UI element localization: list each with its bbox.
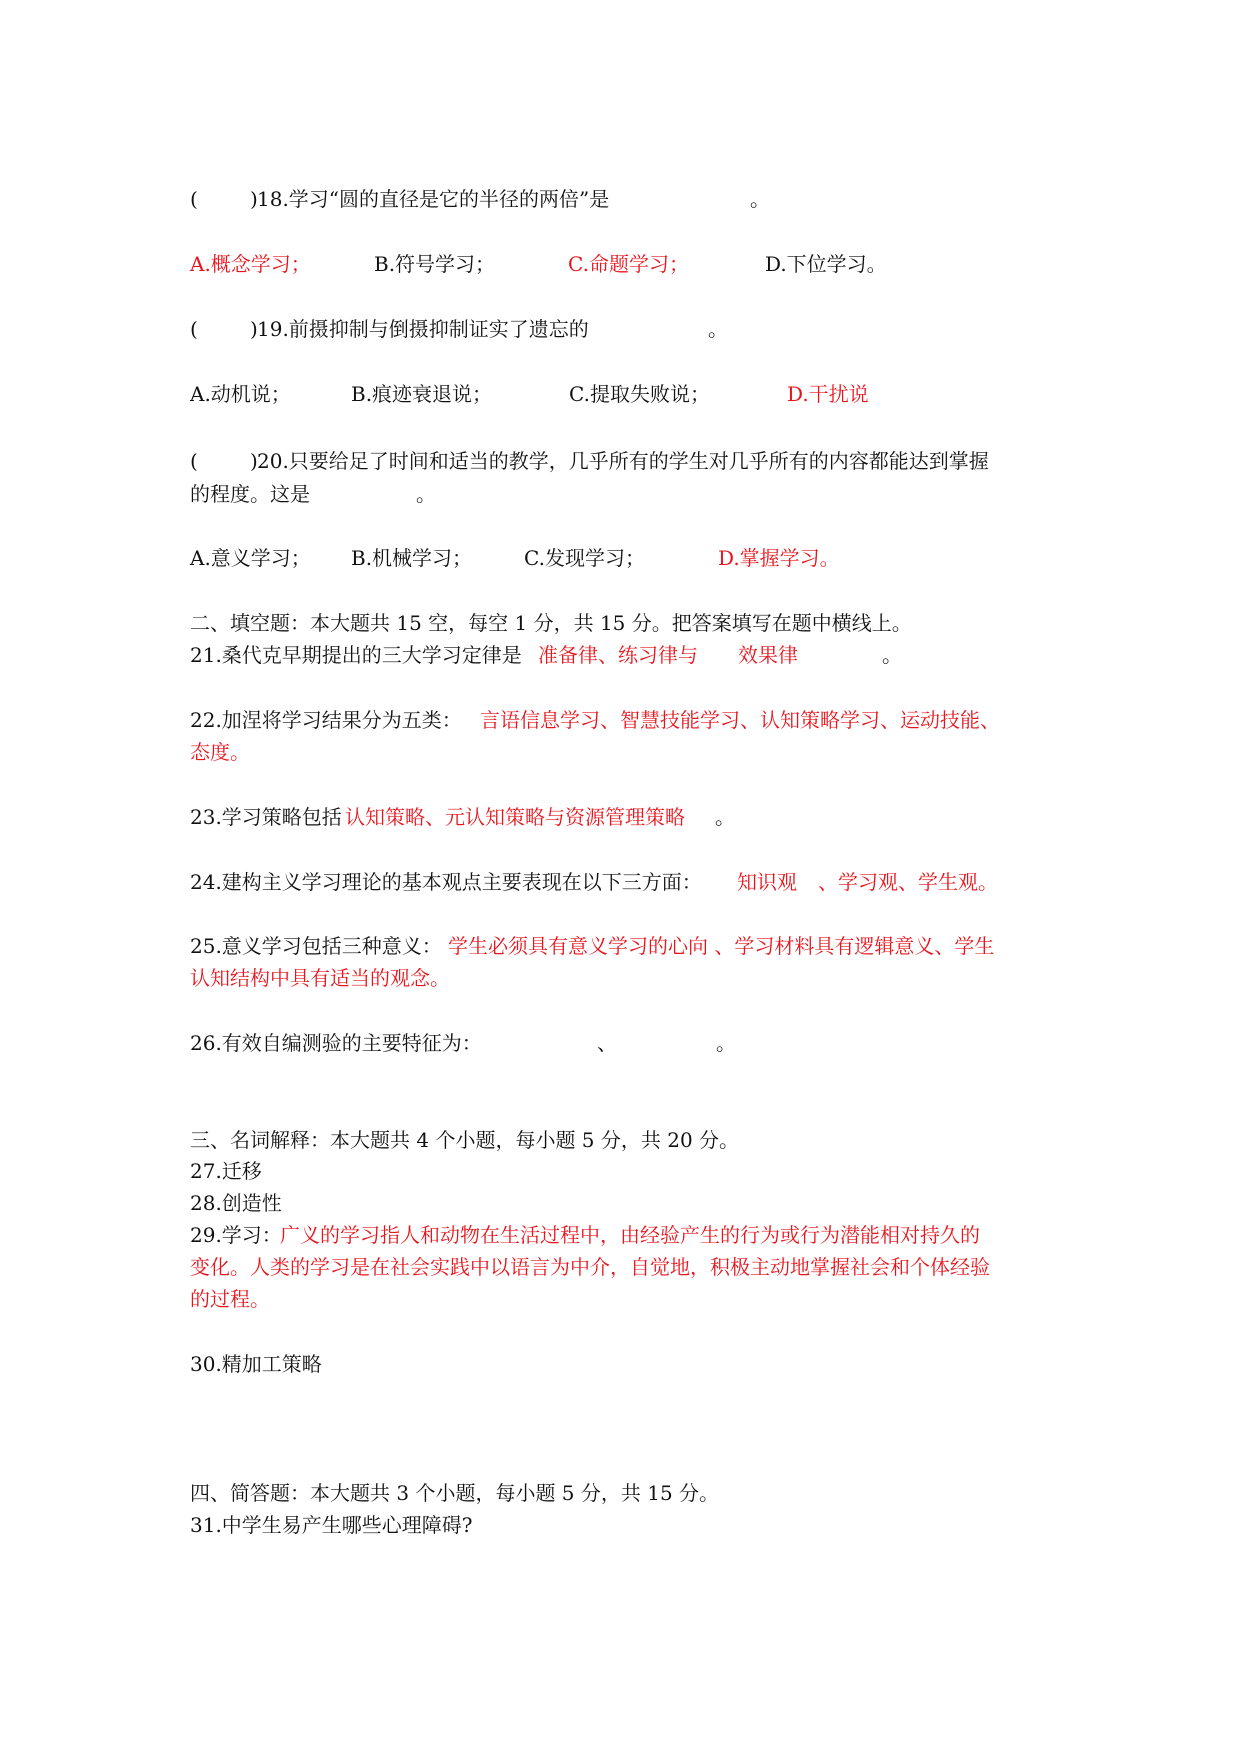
- answer-text: 言语信息学习、智慧技能学习、认知策略学习、运动技能、: [480, 708, 1000, 732]
- answer-text: 、学习观、学生观。: [818, 870, 998, 894]
- question-27: 27.迁移: [190, 1159, 262, 1183]
- option-d: D.下位学习。: [765, 252, 887, 276]
- answer-paren-open: (: [190, 317, 198, 341]
- answer-paren-open: (: [190, 187, 198, 211]
- question-end: 。: [882, 643, 902, 667]
- answer-paren-close: ): [250, 317, 258, 341]
- question-31: 31.中学生易产生哪些心理障碍?: [190, 1513, 473, 1537]
- question-end: 。: [715, 805, 735, 829]
- question-end: 。: [716, 1031, 736, 1055]
- section-2-heading: 二、填空题：本大题共 15 空，每空 1 分，共 15 分。把答案填写在题中横线上。: [190, 611, 912, 635]
- option-c: C.发现学习；: [524, 546, 645, 570]
- option-b: B.痕迹衰退说；: [351, 382, 493, 406]
- question-stem: 25.意义学习包括三种意义：: [190, 934, 442, 958]
- option-b: B.符号学习；: [374, 252, 496, 276]
- option-a: A.意义学习；: [190, 546, 311, 570]
- answer-text: 变化。人类的学习是在社会实践中以语言为中介，自觉地，积极主动地掌握社会和个体经验: [190, 1255, 990, 1279]
- option-a: A.概念学习；: [190, 252, 311, 276]
- option-c: C.提取失败说；: [569, 382, 710, 406]
- answer-text: 认知策略、元认知策略与资源管理策略: [345, 805, 685, 829]
- answer-paren-close: ): [250, 187, 258, 211]
- question-stem: 21.桑代克早期提出的三大学习定律是: [190, 643, 522, 667]
- answer-text: 知识观: [737, 870, 797, 894]
- blank-separator: 、: [597, 1031, 617, 1055]
- question-end: 。: [416, 482, 436, 506]
- answer-text: 态度。: [190, 740, 250, 764]
- answer-text: 广义的学习指人和动物在生活过程中，由经验产生的行为或行为潜能相对持久的: [280, 1223, 980, 1247]
- question-stem: 19.前摄抑制与倒摄抑制证实了遗忘的: [257, 317, 589, 341]
- question-stem: 26.有效自编测验的主要特征为：: [190, 1031, 482, 1055]
- answer-text: 认知结构中具有适当的观念。: [190, 966, 450, 990]
- question-stem: 24.建构主义学习理论的基本观点主要表现在以下三方面：: [190, 870, 702, 894]
- question-stem-line-2: 的程度。这是: [190, 482, 310, 506]
- option-d: D.掌握学习。: [718, 546, 840, 570]
- answer-text: 学生必须具有意义学习的心向 、学习材料具有逻辑意义、学生: [448, 934, 995, 958]
- question-end: 。: [708, 317, 728, 341]
- option-a: A.动机说；: [190, 382, 291, 406]
- option-d: D.干扰说: [787, 382, 869, 406]
- question-stem: 23.学习策略包括: [190, 805, 342, 829]
- question-end: 。: [750, 187, 770, 211]
- question-stem: 29.学习：: [190, 1223, 282, 1247]
- answer-paren-open: (: [190, 449, 198, 473]
- question-stem-line-1: 20.只要给足了时间和适当的教学，几乎所有的学生对几乎所有的内容都能达到掌握: [257, 449, 989, 473]
- section-4-heading: 四、简答题：本大题共 3 个小题，每小题 5 分，共 15 分。: [190, 1481, 720, 1505]
- section-3-heading: 三、名词解释：本大题共 4 个小题，每小题 5 分，共 20 分。: [190, 1128, 740, 1152]
- question-stem: 18.学习“圆的直径是它的半径的两倍”是: [257, 187, 610, 211]
- answer-text: 的过程。: [190, 1287, 270, 1311]
- answer-text: 准备律、练习律与: [538, 643, 698, 667]
- option-c: C.命题学习；: [568, 252, 689, 276]
- answer-paren-close: ): [250, 449, 258, 473]
- question-stem: 22.加涅将学习结果分为五类：: [190, 708, 462, 732]
- question-28: 28.创造性: [190, 1191, 282, 1215]
- question-30: 30.精加工策略: [190, 1352, 322, 1376]
- option-b: B.机械学习；: [351, 546, 473, 570]
- answer-text: 效果律: [738, 643, 798, 667]
